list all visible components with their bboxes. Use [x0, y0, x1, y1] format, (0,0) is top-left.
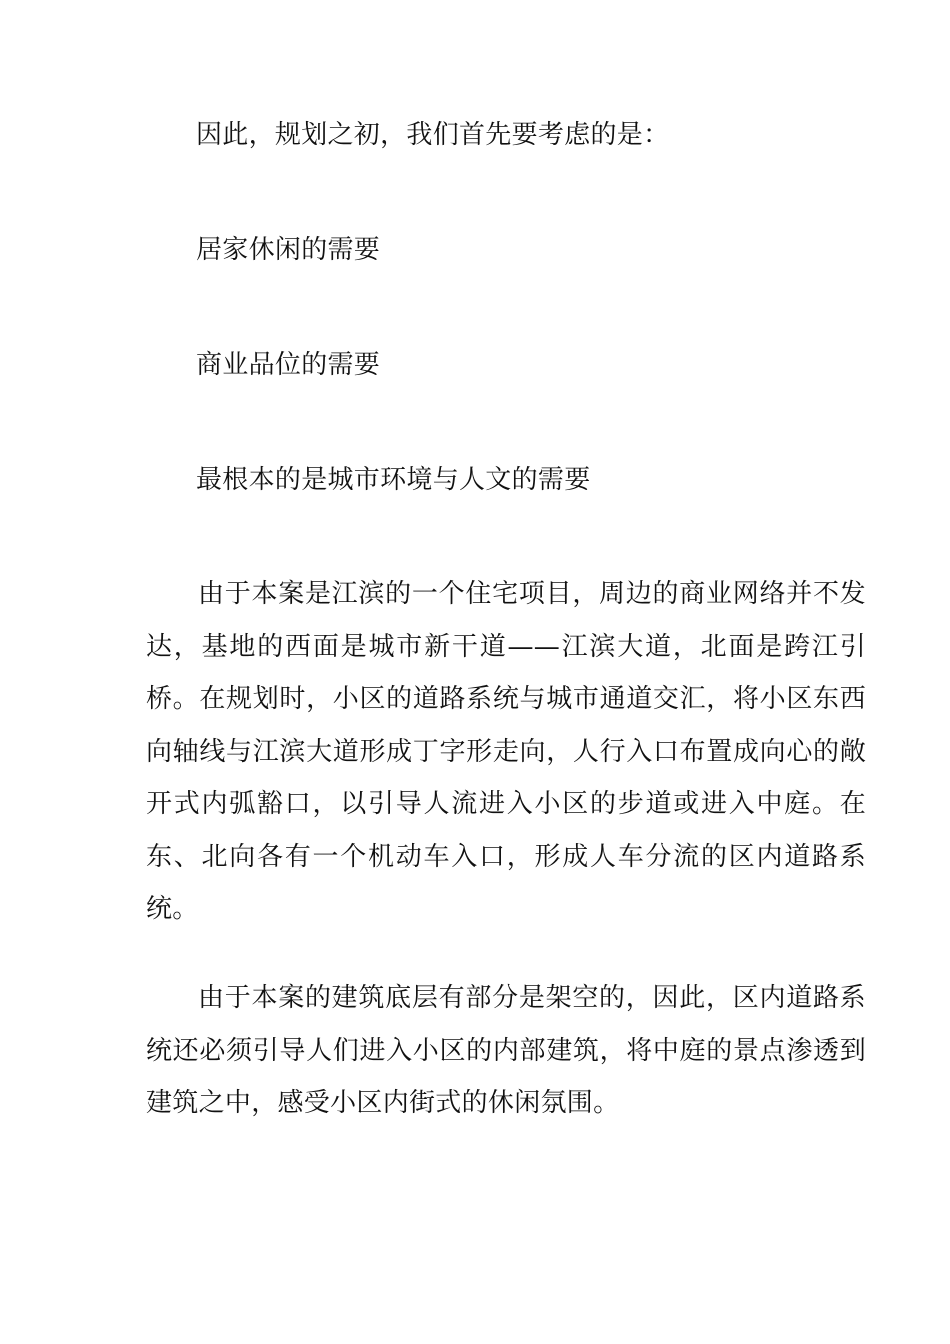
paragraph-road-system: 由于本案是江滨的一个住宅项目，周边的商业网络并不发达，基地的西面是城市新干道——江滨大道，北面是跨江引桥。在规划时，小区的道路系统与城市通道交汇，将小区东西向轴线与江滨大道形成丁字形走向，人行入口布置成向心的敞开式内弧豁口，以引导人流进入小区的步道或进入中庭。在东、北向各有一个机动车入口，形成人车分流的区内道路系统。: [146, 579, 866, 924]
intro-line: 因此，规划之初，我们首先要考虑的是：: [196, 120, 670, 150]
need-item-environment: 最根本的是城市环境与人文的需要: [196, 465, 591, 495]
need-item-leisure: 居家休闲的需要: [196, 235, 381, 265]
need-item-commerce: 商业品位的需要: [196, 350, 381, 380]
paragraph-building-access: 由于本案的建筑底层有部分是架空的，因此，区内道路系统还必须引导人们进入小区的内部建筑，将中庭的景点渗透到建筑之中，感受小区内街式的休闲氛围。: [146, 983, 866, 1118]
